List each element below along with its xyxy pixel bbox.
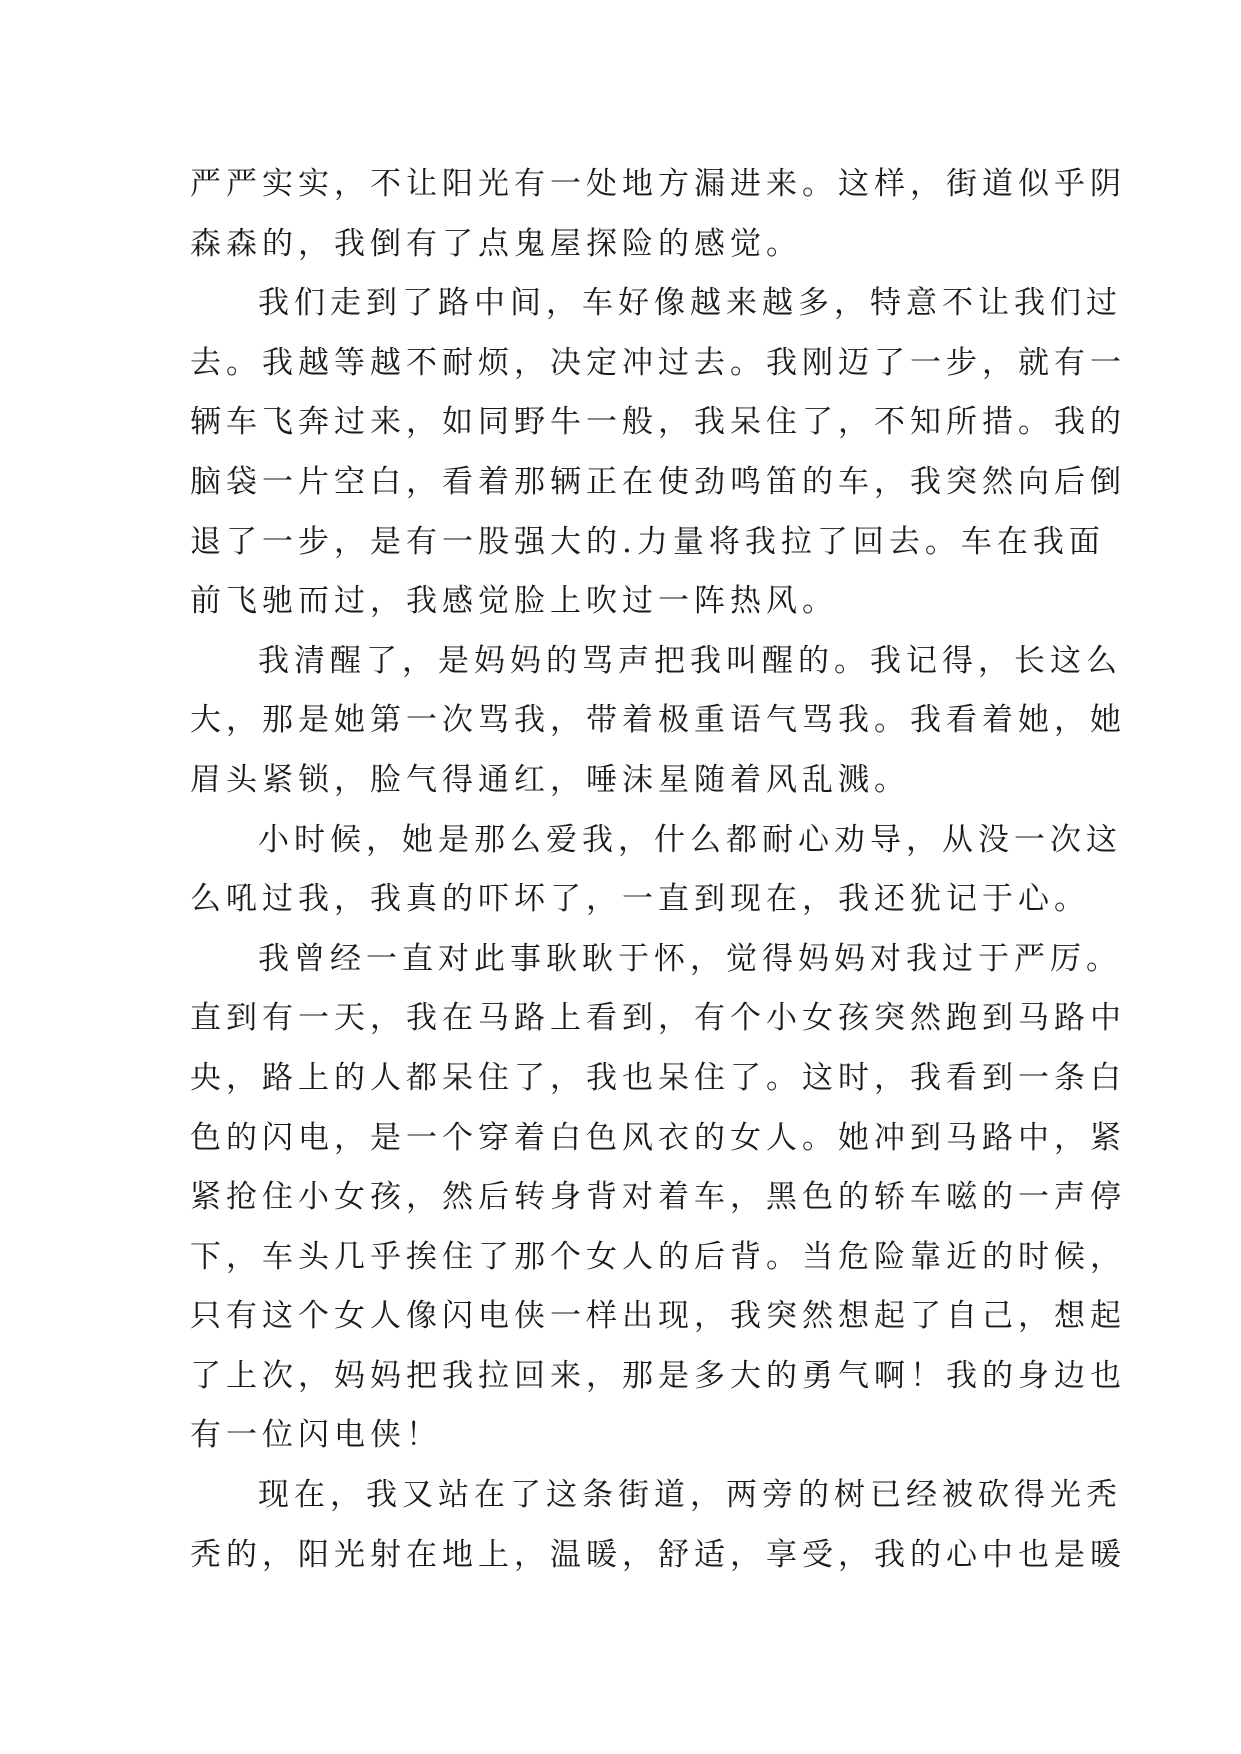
text-line: 只有这个女人像闪电侠一样出现，我突然想起了自己，想起: [190, 1298, 1126, 1335]
body-text: [190, 155, 1126, 1585]
text-line: 前飞驰而过，我感觉脸上吹过一阵热风。: [190, 583, 838, 620]
paragraph-start-line: 我曾经一直对此事耿耿于怀，觉得妈妈对我过于严厉。: [258, 940, 1122, 977]
paragraph-start-line: 我清醒了，是妈妈的骂声把我叫醒的。我记得，长这么: [258, 642, 1122, 679]
text-line: 脑袋一片空白，看着那辆正在使劲鸣笛的车，我突然向后倒: [190, 463, 1126, 500]
text-line: 紧抢住小女孩，然后转身背对着车，黑色的轿车嗞的一声停: [190, 1179, 1126, 1216]
text-line: 央，路上的人都呆住了，我也呆住了。这时，我看到一条白: [190, 1059, 1126, 1096]
text-line: 眉头紧锁，脸气得通红，唾沫星随着风乱溅。: [190, 761, 910, 798]
text-line: 直到有一天，我在马路上看到，有个小女孩突然跑到马路中: [190, 1000, 1126, 1037]
text-line: 色的闪电，是一个穿着白色风衣的女人。她冲到马路中，紧: [190, 1119, 1126, 1156]
paragraph-start-line: 小时候，她是那么爱我，什么都耐心劝导，从没一次这: [258, 821, 1122, 858]
text-line: 有一位闪电侠！: [190, 1417, 442, 1454]
text-line: 大，那是她第一次骂我，带着极重语气骂我。我看着她，她: [190, 702, 1126, 739]
text-line: 么吼过我，我真的吓坏了，一直到现在，我还犹记于心。: [190, 881, 1090, 918]
text-line: 秃的，阳光射在地上，温暖，舒适，享受，我的心中也是暖: [190, 1536, 1126, 1573]
text-line: 森森的，我倒有了点鬼屋探险的感觉。: [190, 225, 802, 262]
paragraph-start-line: 我们走到了路中间，车好像越来越多，特意不让我们过: [258, 285, 1122, 322]
text-line: 去。我越等越不耐烦，决定冲过去。我刚迈了一步，就有一: [190, 344, 1126, 381]
text-line: 辆车飞奔过来，如同野牛一般，我呆住了，不知所措。我的: [190, 404, 1126, 441]
paragraph-start-line: 现在，我又站在了这条街道，两旁的树已经被砍得光秃: [258, 1477, 1122, 1514]
text-line: 下，车头几乎挨住了那个女人的后背。当危险靠近的时候，: [190, 1238, 1126, 1275]
text-line: 退了一步，是有一股强大的.力量将我拉了回去。车在我面: [190, 523, 1105, 560]
text-line: 严严实实，不让阳光有一处地方漏进来。这样，街道似乎阴: [190, 166, 1126, 202]
text-line: 了上次，妈妈把我拉回来，那是多大的勇气啊！我的身边也: [190, 1357, 1126, 1394]
